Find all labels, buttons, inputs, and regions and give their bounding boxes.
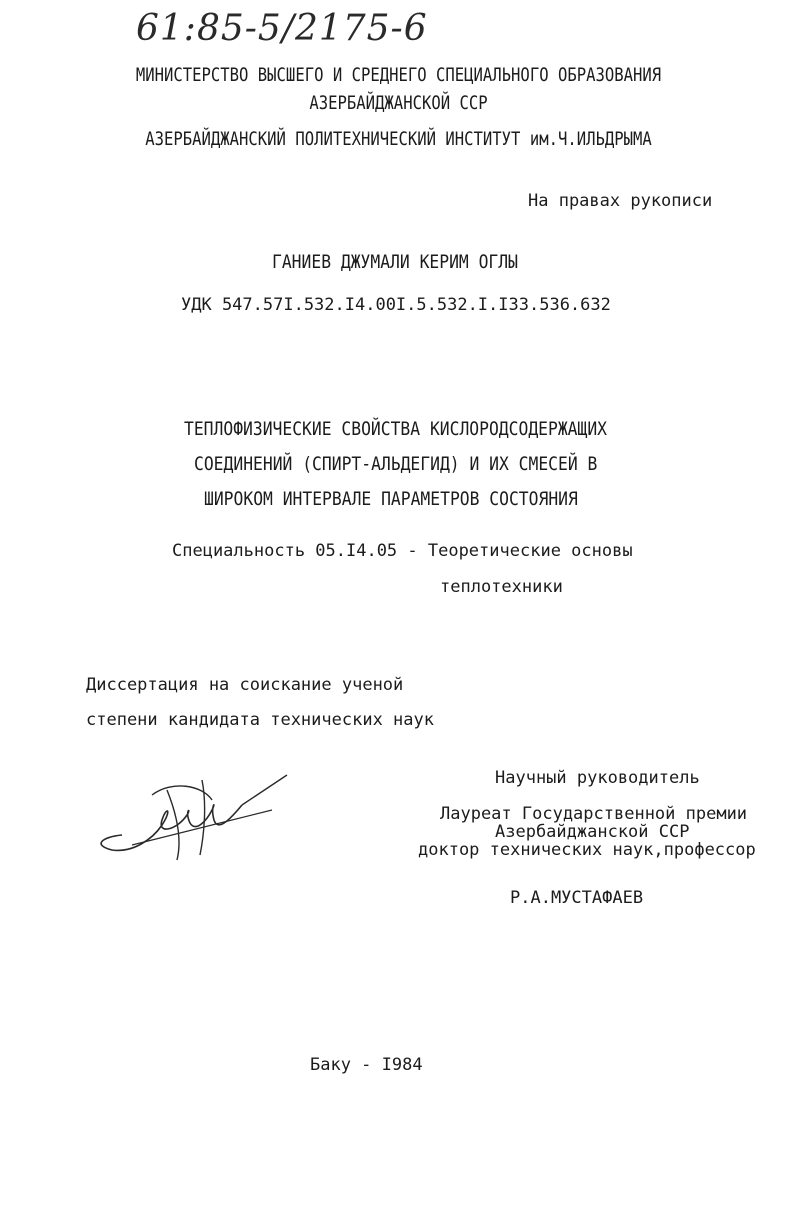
thesis-title-line-1: ТЕПЛОФИЗИЧЕСКИЕ СВОЙСТВА КИСЛОРОДСОДЕРЖАЩИХ	[184, 418, 608, 440]
manuscript-rights: На правах рукописи	[528, 191, 713, 211]
thesis-title-line-2: СОЕДИНЕНИЙ (СПИРТ-АЛЬДЕГИД) И ИХ СМЕСЕЙ В	[194, 453, 598, 475]
supervisor-title-line-1: Лауреат Государственной премии	[440, 804, 748, 824]
author-name: ГАНИЕВ ДЖУМАЛИ КЕРИМ ОГЛЫ	[272, 251, 518, 273]
ministry-line-2: АЗЕРБАЙДЖАНСКОЙ ССР	[309, 92, 488, 114]
specialty-line-2: теплотехники	[440, 577, 563, 597]
udc-code: УДК 547.57I.532.I4.00I.5.532.I.I33.536.632	[181, 295, 611, 315]
thesis-title-line-3: ШИРОКОМ ИНТЕРВАЛЕ ПАРАМЕТРОВ СОСТОЯНИЯ	[204, 488, 578, 510]
ministry-line-1: МИНИСТЕРСТВО ВЫСШЕГО И СРЕДНЕГО СПЕЦИАЛЬНОГО ОБРАЗОВАНИЯ	[135, 64, 662, 86]
supervisor-name: Р.А.МУСТАФАЕВ	[510, 888, 644, 908]
supervisor-title-line-2: Азербайджанской ССР	[495, 822, 690, 842]
dissertation-line-2: степени кандидата технических наук	[86, 710, 434, 730]
place-and-year: Баку - I984	[310, 1055, 423, 1075]
institute-name: АЗЕРБАЙДЖАНСКИЙ ПОЛИТЕХНИЧЕСКИЙ ИНСТИТУТ им.Ч.ИЛЬДРЫМА	[145, 128, 652, 150]
handwritten-shelf-mark: 61:85-5/2175-6	[136, 8, 428, 49]
dissertation-line-1: Диссертация на соискание ученой	[86, 675, 404, 695]
supervisor-role: Научный руководитель	[495, 768, 700, 788]
signature-icon	[92, 765, 292, 865]
supervisor-degree: доктор технических наук,профессор	[418, 840, 756, 860]
specialty-line-1: Специальность 05.I4.05 - Теоретические основы	[172, 541, 633, 561]
